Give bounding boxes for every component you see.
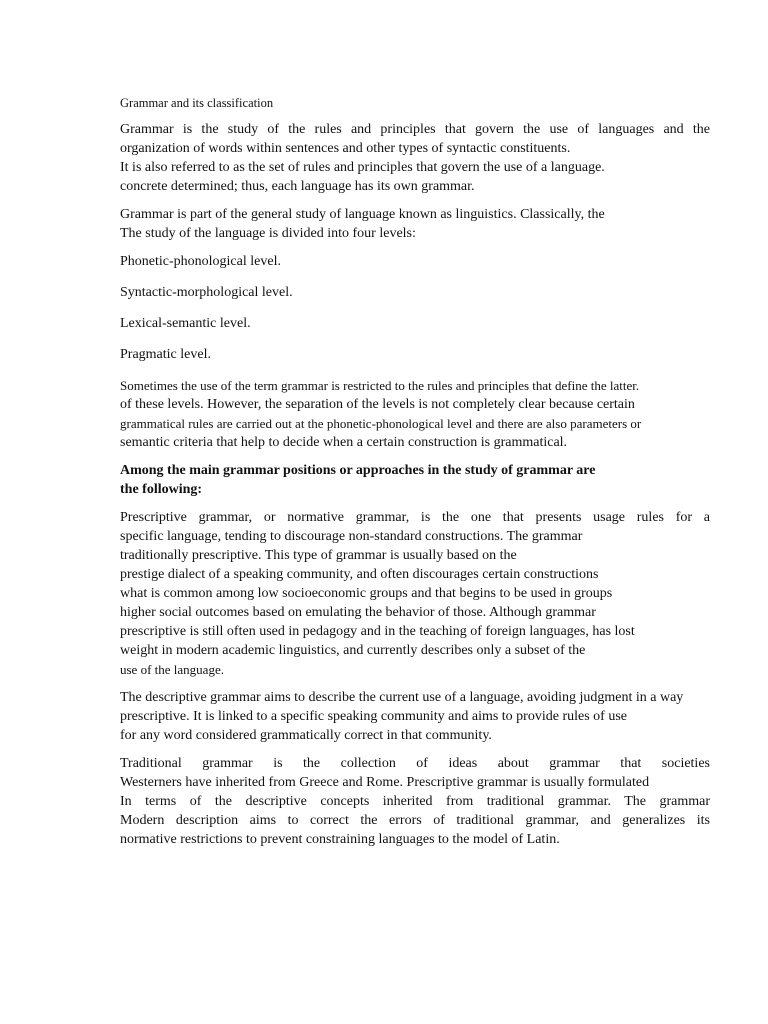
paragraph-line: for any word considered grammatically correct in that community. — [120, 728, 492, 743]
paragraph-line: Grammar is the study of the rules and principles that govern the use of languages and the — [120, 122, 710, 137]
section-heading — [120, 461, 710, 499]
heading-line: the following: — [120, 482, 203, 497]
paragraph-line: weight in modern academic linguistics, and currently describes only a subset of the — [120, 643, 586, 658]
heading-line: Among the main grammar positions or approaches in the study of grammar are — [120, 463, 596, 478]
paragraph-levels-note — [120, 376, 710, 452]
paragraph-line: It is also referred to as the set of rules and principles that govern the use of a language. — [120, 160, 605, 175]
paragraph-line: normative restrictions to prevent constraining languages to the model of Latin. — [120, 832, 560, 847]
paragraph-descriptive — [120, 688, 710, 745]
document-page — [120, 94, 710, 858]
paragraph-line: what is common among low socioeconomic groups and that begins to be used in groups — [120, 586, 613, 601]
paragraph-line: semantic criteria that help to decide when a certain construction is grammatical. — [120, 435, 568, 450]
paragraph-line: organization of words within sentences and other types of syntactic constituents. — [120, 141, 571, 156]
paragraph-line: Grammar is part of the general study of language known as linguistics. Classically, the — [120, 207, 605, 222]
paragraph-line: Westerners have inherited from Greece and Rome. Prescriptive grammar is usually formulated — [120, 775, 650, 790]
paragraph-line: grammatical rules are carried out at the phonetic-phonological level and there are also parameters or — [120, 416, 642, 431]
paragraph-line: The descriptive grammar aims to describe the current use of a language, avoiding judgment in a way — [120, 690, 684, 705]
paragraph-line: The study of the language is divided into four levels: — [120, 226, 416, 241]
paragraph-line: Prescriptive grammar, or normative grammar, is the one that presents usage rules for a — [120, 510, 710, 525]
paragraph-line: prescriptive. It is linked to a specific speaking community and aims to provide rules of use — [120, 709, 627, 724]
paragraph-line: prestige dialect of a speaking community, and often discourages certain constructions — [120, 567, 599, 582]
level-item: Phonetic-phonological level. — [120, 254, 281, 269]
paragraph-line: use of the language. — [120, 662, 224, 677]
paragraph-definition — [120, 120, 710, 196]
level-item: Syntactic-morphological level. — [120, 285, 293, 300]
document-title: Grammar and its classification — [120, 96, 274, 110]
paragraph-prescriptive — [120, 508, 710, 679]
level-item: Pragmatic level. — [120, 347, 211, 362]
level-item: Lexical-semantic level. — [120, 316, 251, 331]
paragraph-line: concrete determined; thus, each language has its own grammar. — [120, 179, 475, 194]
paragraph-line: Traditional grammar is the collection of ideas about grammar that societies — [120, 756, 710, 771]
paragraph-line: of these levels. However, the separation of the levels is not completely clear because certain — [120, 397, 635, 412]
paragraph-line: In terms of the descriptive concepts inherited from traditional grammar. The grammar — [120, 794, 710, 809]
paragraph-line: higher social outcomes based on emulating the behavior of those. Although grammar — [120, 605, 596, 620]
paragraph-traditional — [120, 754, 710, 849]
paragraph-linguistics — [120, 205, 710, 243]
paragraph-line: traditionally prescriptive. This type of grammar is usually based on the — [120, 548, 517, 563]
paragraph-line: Modern description aims to correct the errors of traditional grammar, and generalizes its — [120, 813, 710, 828]
paragraph-line: prescriptive is still often used in pedagogy and in the teaching of foreign languages, has lost — [120, 624, 635, 639]
paragraph-line: Sometimes the use of the term grammar is restricted to the rules and principles that define the latter. — [120, 378, 640, 393]
paragraph-line: specific language, tending to discourage non-standard constructions. The grammar — [120, 529, 583, 544]
